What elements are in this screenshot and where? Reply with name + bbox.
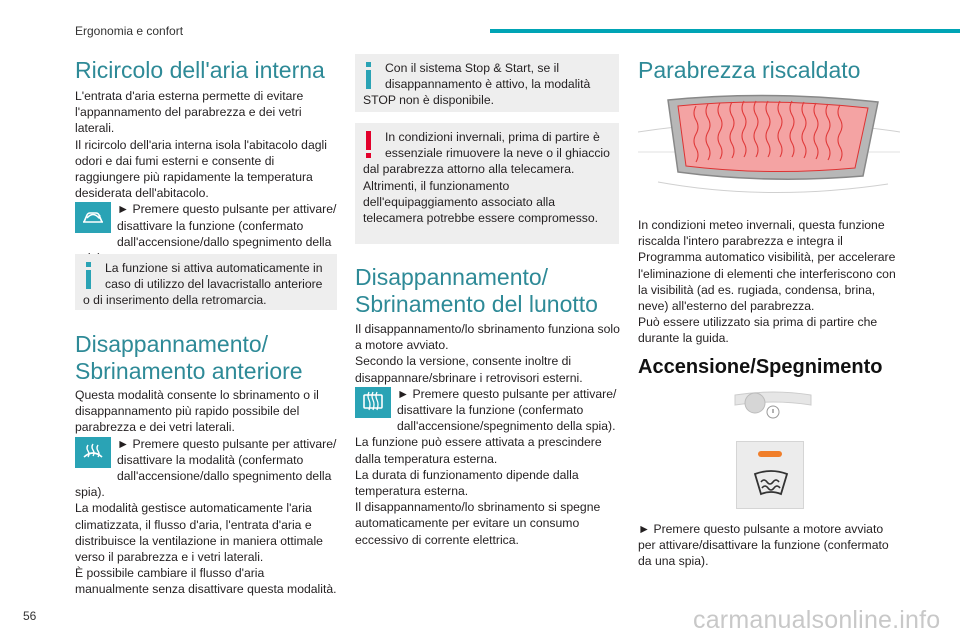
heated-windscreen-title: Parabrezza riscaldato <box>638 57 861 83</box>
section-header: Ergonomia e confort <box>75 24 184 38</box>
on-off-step: ► Premere questo pulsante a motore avviato per attivare/disattivare la funzione (confermato da una spia). <box>638 522 889 569</box>
recirc-title: Ricircolo dell'aria interna <box>75 57 325 83</box>
front-defrost-step: ► Premere questo pulsante per attivare/ disattivare la modalità (confermato dall'accensione/dallo spegnimento della spia). <box>75 436 337 500</box>
heated-windscreen-icon <box>751 468 791 498</box>
heated-windscreen-p2: Può essere utilizzato sia prima di partire che durante la guida. <box>638 315 878 346</box>
rear-defrost-p4: La durata di funzionamento dipende dalla temperatura esterna. <box>355 467 579 499</box>
rear-defrost-title: Disappannamento/ Sbrinamento del lunotto <box>355 264 598 317</box>
recirc-info-note: La funzione si attiva automaticamente in caso di utilizzo del lavacristallo anteriore o di inserimento della retromarcia. <box>75 254 337 310</box>
header-accent-bar <box>490 29 960 33</box>
recirc-body <box>75 88 337 266</box>
rear-defrost-p3: La funzione può essere attivata a prescindere dalla temperatura esterna. <box>355 435 602 466</box>
front-defrost-p2: La modalità gestisce automaticamente l'aria climatizzata, il flusso d'aria, l'entrata d'aria e distribuisce la ventilazione in maniera ottimale verso il parabrezza e i vetri laterali. <box>75 501 323 565</box>
front-defrost-body <box>75 387 337 598</box>
info-icon <box>83 260 97 292</box>
front-defrost-title: Disappannamento/ Sbrinamento anteriore <box>75 331 303 384</box>
heated-windscreen-p1: In condizioni meteo invernali, questa funzione riscalda l'intero parabrezza e integra il Programma automatico visibilità, per accelerare l'eliminazione di elementi che interferiscono con la visibilità (ad es. rugiada, condensa, brina, neve) all'esterno del parabrezza. <box>638 218 896 314</box>
rear-defrost-p2: Secondo la versione, consente inoltre di disappannare/sbrinare i retrovisori esterni. <box>355 354 583 385</box>
steering-wheel-diagram <box>733 391 813 421</box>
rear-defrost-p5: Il disappannamento/lo sbrinamento si spegne automaticamente per evitare un consumo eccessivo di corrente elettrica. <box>355 500 601 547</box>
winter-warning-note: In condizioni invernali, prima di partire è essenziale rimuovere la neve o il ghiaccio dal parabrezza attorno alla telecamera. Altrimenti, il funzionamento dell'equipaggiamento associato alla telecamera potrebbe essere compromesso. <box>355 123 619 244</box>
warning-icon <box>363 129 377 161</box>
front-defrost-icon <box>75 437 111 468</box>
heated-windscreen-illustration <box>638 92 900 202</box>
rear-defrost-p1: Il disappannamento/lo sbrinamento funziona solo a motore avviato. <box>355 322 620 353</box>
recirculation-icon <box>75 202 111 233</box>
info-icon <box>363 60 377 92</box>
page-number: 56 <box>23 609 37 623</box>
stop-start-info-note: Con il sistema Stop & Start, se il disappannamento è attivo, la modalità STOP non è disponibile. <box>355 54 619 112</box>
front-defrost-p1: Questa modalità consente lo sbrinamento o il disappannamento più rapido possibile del parabrezza e dei vetri laterali. <box>75 388 319 435</box>
heated-windscreen-button[interactable] <box>736 441 804 509</box>
heated-windscreen-body <box>638 217 902 347</box>
recirc-step: ► Premere questo pulsante per attivare/ disattivare la funzione (confermato dall'accensione/dallo spegnimento della <box>75 201 337 266</box>
rear-defrost-body <box>355 321 621 548</box>
recirc-p1: L'entrata d'aria esterna permette di evitare l'appannamento del parabrezza e dei vetri laterali. <box>75 89 304 136</box>
rear-defrost-step: ► Premere questo pulsante per attivare/ disattivare la funzione (confermato dall'accensione/spegnimento della spia). <box>355 386 621 435</box>
watermark: carmanualsonline.info <box>693 606 941 634</box>
rear-defrost-icon <box>355 387 391 418</box>
recirc-p2: Il ricircolo dell'aria interna isola l'abitacolo dagli odori e dai fumi esterni e consente di raggiungere più rapidamente la temperatura desiderata dell'abitacolo. <box>75 137 327 201</box>
on-off-title: Accensione/Spegnimento <box>638 356 883 378</box>
indicator-light <box>758 451 782 457</box>
front-defrost-p3: È possibile cambiare il flusso d'aria manualmente senza disattivare questa modalità. <box>75 566 337 597</box>
